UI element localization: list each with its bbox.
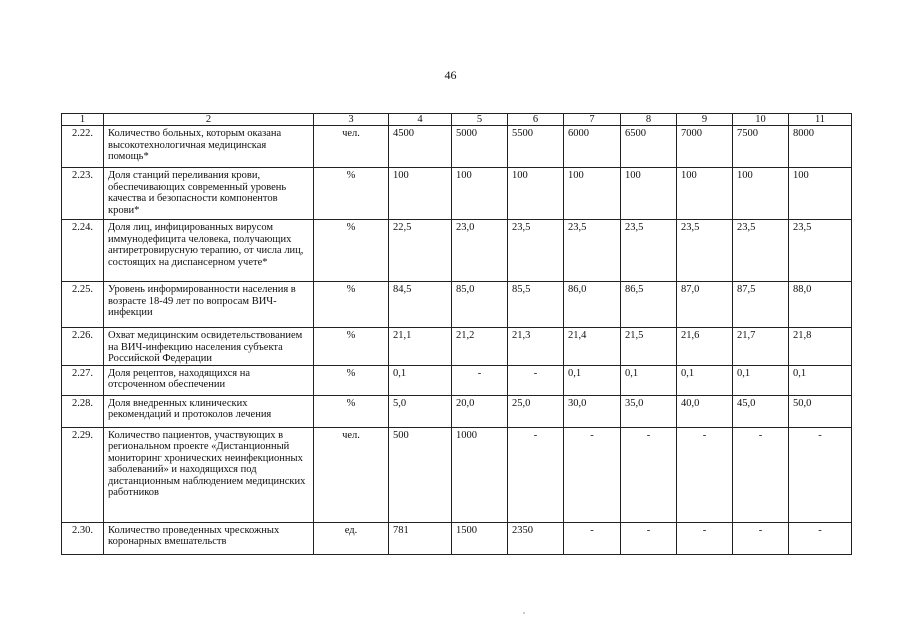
indicator-value: 23,5: [677, 220, 733, 282]
indicator-value: 0,1: [677, 365, 733, 395]
unit-of-measure: %: [314, 168, 389, 220]
row-number: 2.23.: [62, 168, 104, 220]
column-number-2: 2: [104, 114, 314, 126]
indicator-value: 1500: [452, 522, 508, 554]
indicator-value: 88,0: [789, 282, 852, 328]
indicator-name: Количество больных, которым оказана высокотехнологичная медицинская помощь*: [104, 126, 314, 168]
column-number-4: 4: [389, 114, 452, 126]
indicator-value: 100: [508, 168, 564, 220]
column-number-6: 6: [508, 114, 564, 126]
indicator-value: 85,0: [452, 282, 508, 328]
indicator-value: 86,5: [621, 282, 677, 328]
indicator-value: 100: [564, 168, 621, 220]
indicator-value: 23,5: [508, 220, 564, 282]
indicator-value: 0,1: [733, 365, 789, 395]
indicator-value: 25,0: [508, 395, 564, 427]
indicator-value: 23,5: [789, 220, 852, 282]
row-number: 2.29.: [62, 427, 104, 522]
column-number-10: 10: [733, 114, 789, 126]
row-number: 2.25.: [62, 282, 104, 328]
table-row: [62, 395, 852, 427]
indicator-value: -: [677, 427, 733, 522]
indicator-name: Уровень информированности населения в возрасте 18-49 лет по вопросам ВИЧ-инфекции: [104, 282, 314, 328]
indicator-value: 0,1: [789, 365, 852, 395]
indicator-value: 7500: [733, 126, 789, 168]
indicator-value: 781: [389, 522, 452, 554]
column-number-11: 11: [789, 114, 852, 126]
indicator-value: -: [452, 365, 508, 395]
unit-of-measure: чел.: [314, 427, 389, 522]
indicator-value: 87,0: [677, 282, 733, 328]
indicator-value: -: [677, 522, 733, 554]
indicator-value: 500: [389, 427, 452, 522]
row-number: 2.24.: [62, 220, 104, 282]
indicator-value: 21,6: [677, 328, 733, 366]
indicator-value: 2350: [508, 522, 564, 554]
table-row: [62, 328, 852, 366]
unit-of-measure: %: [314, 220, 389, 282]
indicator-value: 21,3: [508, 328, 564, 366]
indicator-value: 45,0: [733, 395, 789, 427]
unit-of-measure: %: [314, 365, 389, 395]
indicator-value: 35,0: [621, 395, 677, 427]
table-row: [62, 220, 852, 282]
table-row: [62, 427, 852, 522]
indicator-value: 40,0: [677, 395, 733, 427]
indicator-value: 100: [677, 168, 733, 220]
indicator-value: 21,5: [621, 328, 677, 366]
indicator-value: 100: [733, 168, 789, 220]
indicator-value: 21,2: [452, 328, 508, 366]
column-number-8: 8: [621, 114, 677, 126]
table-body: [62, 126, 852, 555]
indicator-value: 21,7: [733, 328, 789, 366]
indicator-value: 5000: [452, 126, 508, 168]
indicator-value: 20,0: [452, 395, 508, 427]
table-row: [62, 282, 852, 328]
indicator-value: 23,0: [452, 220, 508, 282]
indicator-value: 0,1: [389, 365, 452, 395]
indicator-name: Количество проведенных чрескожных коронарных вмешательств: [104, 522, 314, 554]
indicator-name: Охват медицинским освидетельствованием на ВИЧ-инфекцию населения субъекта Российской Федерации: [104, 328, 314, 366]
indicator-value: 23,5: [733, 220, 789, 282]
row-number: 2.30.: [62, 522, 104, 554]
indicator-value: -: [508, 427, 564, 522]
indicator-value: -: [621, 522, 677, 554]
row-number: 2.22.: [62, 126, 104, 168]
indicator-value: 85,5: [508, 282, 564, 328]
indicator-name: Доля рецептов, находящихся на отсроченном обеспечении: [104, 365, 314, 395]
scan-speck: [523, 612, 525, 614]
unit-of-measure: %: [314, 282, 389, 328]
column-number-7: 7: [564, 114, 621, 126]
indicator-value: -: [621, 427, 677, 522]
indicator-value: 100: [621, 168, 677, 220]
indicator-value: 22,5: [389, 220, 452, 282]
indicators-table: [61, 113, 852, 555]
indicator-value: 0,1: [621, 365, 677, 395]
table-row: [62, 168, 852, 220]
unit-of-measure: %: [314, 395, 389, 427]
indicator-value: 23,5: [621, 220, 677, 282]
indicator-value: 21,4: [564, 328, 621, 366]
unit-of-measure: чел.: [314, 126, 389, 168]
indicator-value: 6000: [564, 126, 621, 168]
unit-of-measure: ед.: [314, 522, 389, 554]
page-number: 46: [444, 68, 457, 82]
indicator-value: -: [508, 365, 564, 395]
indicator-value: 84,5: [389, 282, 452, 328]
indicator-value: -: [733, 522, 789, 554]
indicator-value: 8000: [789, 126, 852, 168]
column-number-row: [62, 114, 852, 126]
indicator-value: 1000: [452, 427, 508, 522]
indicator-value: 23,5: [564, 220, 621, 282]
indicator-name: Доля станций переливания крови, обеспечивающих современный уровень качества и безопасности компонентов крови*: [104, 168, 314, 220]
column-number-9: 9: [677, 114, 733, 126]
column-number-3: 3: [314, 114, 389, 126]
indicator-value: 100: [452, 168, 508, 220]
indicator-value: 86,0: [564, 282, 621, 328]
indicator-value: -: [564, 522, 621, 554]
indicator-name: Доля лиц, инфицированных вирусом иммунодефицита человека, получающих антиретровирусную терапию, от числа лиц, состоящих на диспансерном учете*: [104, 220, 314, 282]
indicator-value: 0,1: [564, 365, 621, 395]
indicator-value: 30,0: [564, 395, 621, 427]
indicator-name: Количество пациентов, участвующих в региональном проекте «Дистанционный мониторинг хронических неинфекционных заболеваний» и находящихся под дистанционным наблюдением медицинских работников: [104, 427, 314, 522]
row-number: 2.28.: [62, 395, 104, 427]
indicator-value: 4500: [389, 126, 452, 168]
indicator-value: 5500: [508, 126, 564, 168]
indicator-value: -: [564, 427, 621, 522]
column-number-5: 5: [452, 114, 508, 126]
row-number: 2.27.: [62, 365, 104, 395]
table-row: [62, 126, 852, 168]
indicator-value: 87,5: [733, 282, 789, 328]
indicator-value: -: [789, 522, 852, 554]
indicator-value: 6500: [621, 126, 677, 168]
row-number: 2.26.: [62, 328, 104, 366]
indicator-value: 21,8: [789, 328, 852, 366]
indicator-value: 21,1: [389, 328, 452, 366]
indicator-value: 50,0: [789, 395, 852, 427]
indicator-name: Доля внедренных клинических рекомендаций и протоколов лечения: [104, 395, 314, 427]
table-row: [62, 365, 852, 395]
indicator-value: -: [733, 427, 789, 522]
column-number-1: 1: [62, 114, 104, 126]
indicator-value: 100: [389, 168, 452, 220]
indicator-value: 100: [789, 168, 852, 220]
unit-of-measure: %: [314, 328, 389, 366]
indicator-value: 7000: [677, 126, 733, 168]
indicator-value: 5,0: [389, 395, 452, 427]
indicator-value: -: [789, 427, 852, 522]
table-row: [62, 522, 852, 554]
